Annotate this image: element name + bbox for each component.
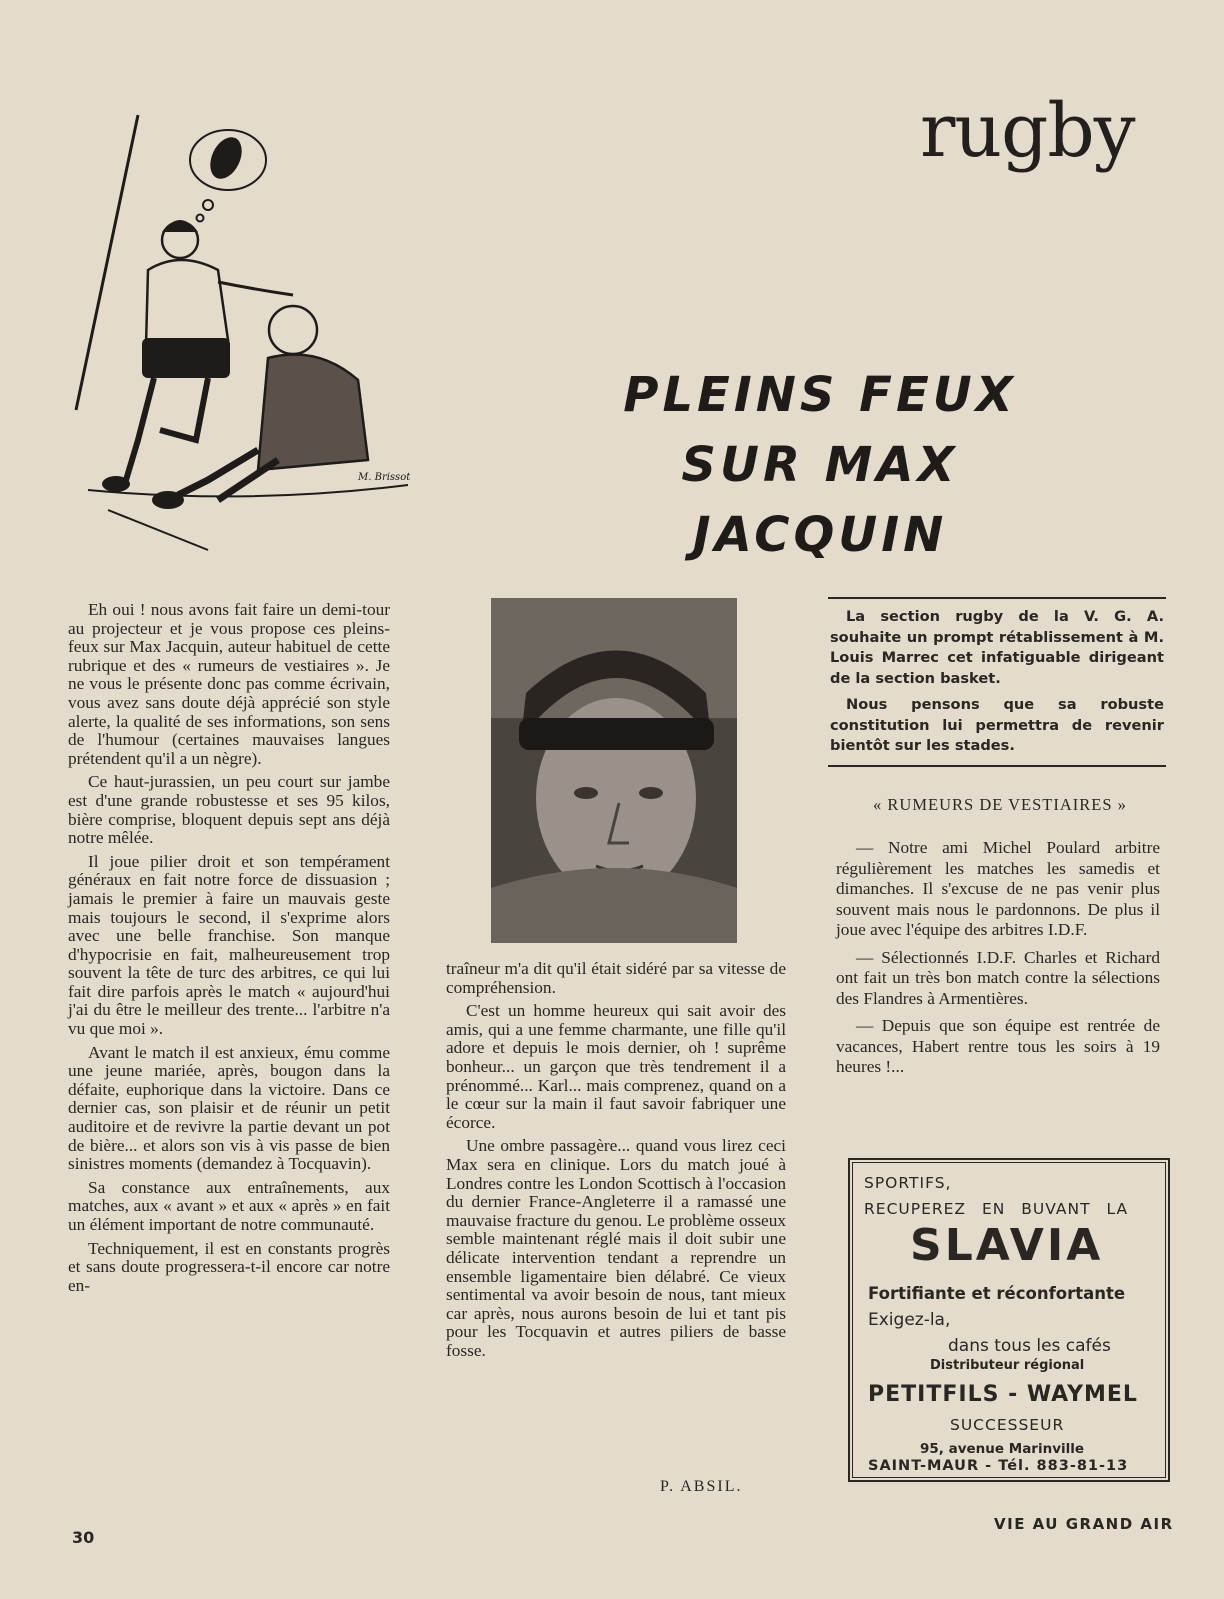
headline-line-2: SUR MAX JACQUIN [681,437,959,563]
rumeurs-heading: « RUMEURS DE VESTIAIRES » [873,795,1127,814]
ad-line: SPORTIFS, [864,1174,952,1192]
headline-line-1: PLEINS FEUX [623,367,1017,423]
article-author: P. ABSIL. [660,1478,743,1495]
article-column-1 [68,601,390,1300]
paragraph: traîneur m'a dit qu'il était sidéré par sa vitesse de compréhension. [446,959,786,997]
paragraph: Sa constance aux entraînements, aux matches, aux « avant » et aux « après » en fait un élément important de notre communauté. [68,1177,390,1234]
ad-line: SUCCESSEUR [950,1416,1065,1434]
paragraph: Il joue pilier droit et son tempérament généraux en fait notre force de dissuasion ; jamais le premier à faire un mauvais geste mais toujours le second, il s'exprime alors avec une belle franchise. Son manque d'hypocrisie en fait, malheureusement trop souvent la tête de turc des arbitres, ce qui lui fait dire parfois après le match « aujourd'hui j'ai du être le meilleur des trente... l'arbitre n'a vu que moi ». [68,851,390,1039]
paragraph: Ce haut-jurassien, un peu court sur jambe est d'une grande robustesse et ses 95 kilos, bière comprise, bloquent depuis sept ans déjà notre mêlée. [68,772,390,848]
get-well-notice [828,597,1166,767]
ad-brand-name: SLAVIA [910,1220,1104,1271]
paragraph: Avant le match il est anxieux, ému comme une jeune mariée, après, bougon dans la défaite, euphorique dans la victoire. Dans ce dernier cas, son plaisir et de réunir un petit auditoire et de revivre la partie devant un pot de bière... et alors son vis à vis passe de bien sinistres moments (demandez à Tocquavin). [68,1042,390,1174]
magazine-name: VIE AU GRAND AIR [994,1515,1174,1533]
rumeurs-column [836,838,1160,1085]
ad-distributor-name: PETITFILS - WAYMEL [868,1382,1138,1407]
paragraph: Eh oui ! nous avons fait faire un demi-tour au projecteur et je vous propose ces pleins-feux sur Max Jacquin, auteur habituel de cette rubrique et des « rumeurs de vestiaires ». Je ne vous le présente donc pas comme écrivain, vous avez sans doute déjà apprécié son style alerte, la qualité de ses informations, son sens de l'humour (certaines mauvaises langues prétendent qu'il a un nègre). [68,600,390,768]
rugby-cartoon-illustration [68,110,428,560]
ad-phone: SAINT-MAUR - Tél. 883-81-13 [868,1458,1129,1474]
notice-paragraph: Nous pensons que sa robuste constitution lui permettra de revenir bientôt sur les stades. [830,696,1164,754]
page-number: 30 [72,1528,95,1547]
slavia-advertisement [848,1158,1170,1482]
article-column-2 [446,960,786,1365]
ad-line: Exigez-la, [868,1310,951,1330]
ad-line: Fortifiante et réconfortante [868,1284,1126,1303]
ad-line: RECUPEREZ EN BUVANT LA [864,1200,1129,1218]
article-headline [560,360,1080,570]
paragraph: Techniquement, il est en constants progrès et sans doute progressera-t-il encore car notre en- [68,1238,390,1295]
portrait-photo-max-jacquin [491,598,737,943]
ad-address: 95, avenue Marinville [920,1441,1085,1457]
rumeur-item: — Sélectionnés I.D.F. Charles et Richard ont fait un très bon match contre la sélections des Flandres à Armentières. [836,947,1160,1008]
section-title: rugby [920,88,1135,174]
ad-line: Distributeur régional [930,1358,1085,1373]
paragraph: C'est un homme heureux qui sait avoir des amis, qui a une femme charmante, une fille qu'il adore et depuis le mois dernier, oh ! suprême bonheur... un garçon que très tendrement il a prénommé... Karl... mais comprenez, quand on a le cœur sur la main il faut savoir fabriquer une écorce. [446,1001,786,1132]
paragraph: Une ombre passagère... quand vous lirez ceci Max sera en clinique. Lors du match joué à Londres contre les London Scottisch à l'occasion du dernier France-Angleterre il a ramassé une mauvaise fracture du genou. Le problème osseux semble maintenant réglé mais il doit subir une délicate intervention tendant a reprendre un ensemble ligamentaire bien délabré. Ce vieux sentimental va avoir besoin de nous, tant mieux car après, nous aurons besoin de lui et tant pis pour les Tocquavin et autres piliers de basse fosse. [446,1136,786,1360]
rumeur-item: — Notre ami Michel Poulard arbitre régulièrement les matches les samedis et dimanches. Il s'excuse de ne pas venir plus souvent mais nous le pardonnons. De plus il joue avec l'équipe des arbitres I.D.F. [836,838,1160,939]
ad-line: dans tous les cafés [948,1336,1111,1356]
notice-paragraph: La section rugby de la V. G. A. souhaite un prompt rétablissement à M. Louis Marrec cet infatiguable dirigeant de la section basket. [830,608,1164,687]
cartoon-signature: M. Brissot [358,472,411,483]
rumeur-item: — Depuis que son équipe est rentrée de vacances, Habert rentre tous les soirs à 19 heures !... [836,1016,1160,1076]
